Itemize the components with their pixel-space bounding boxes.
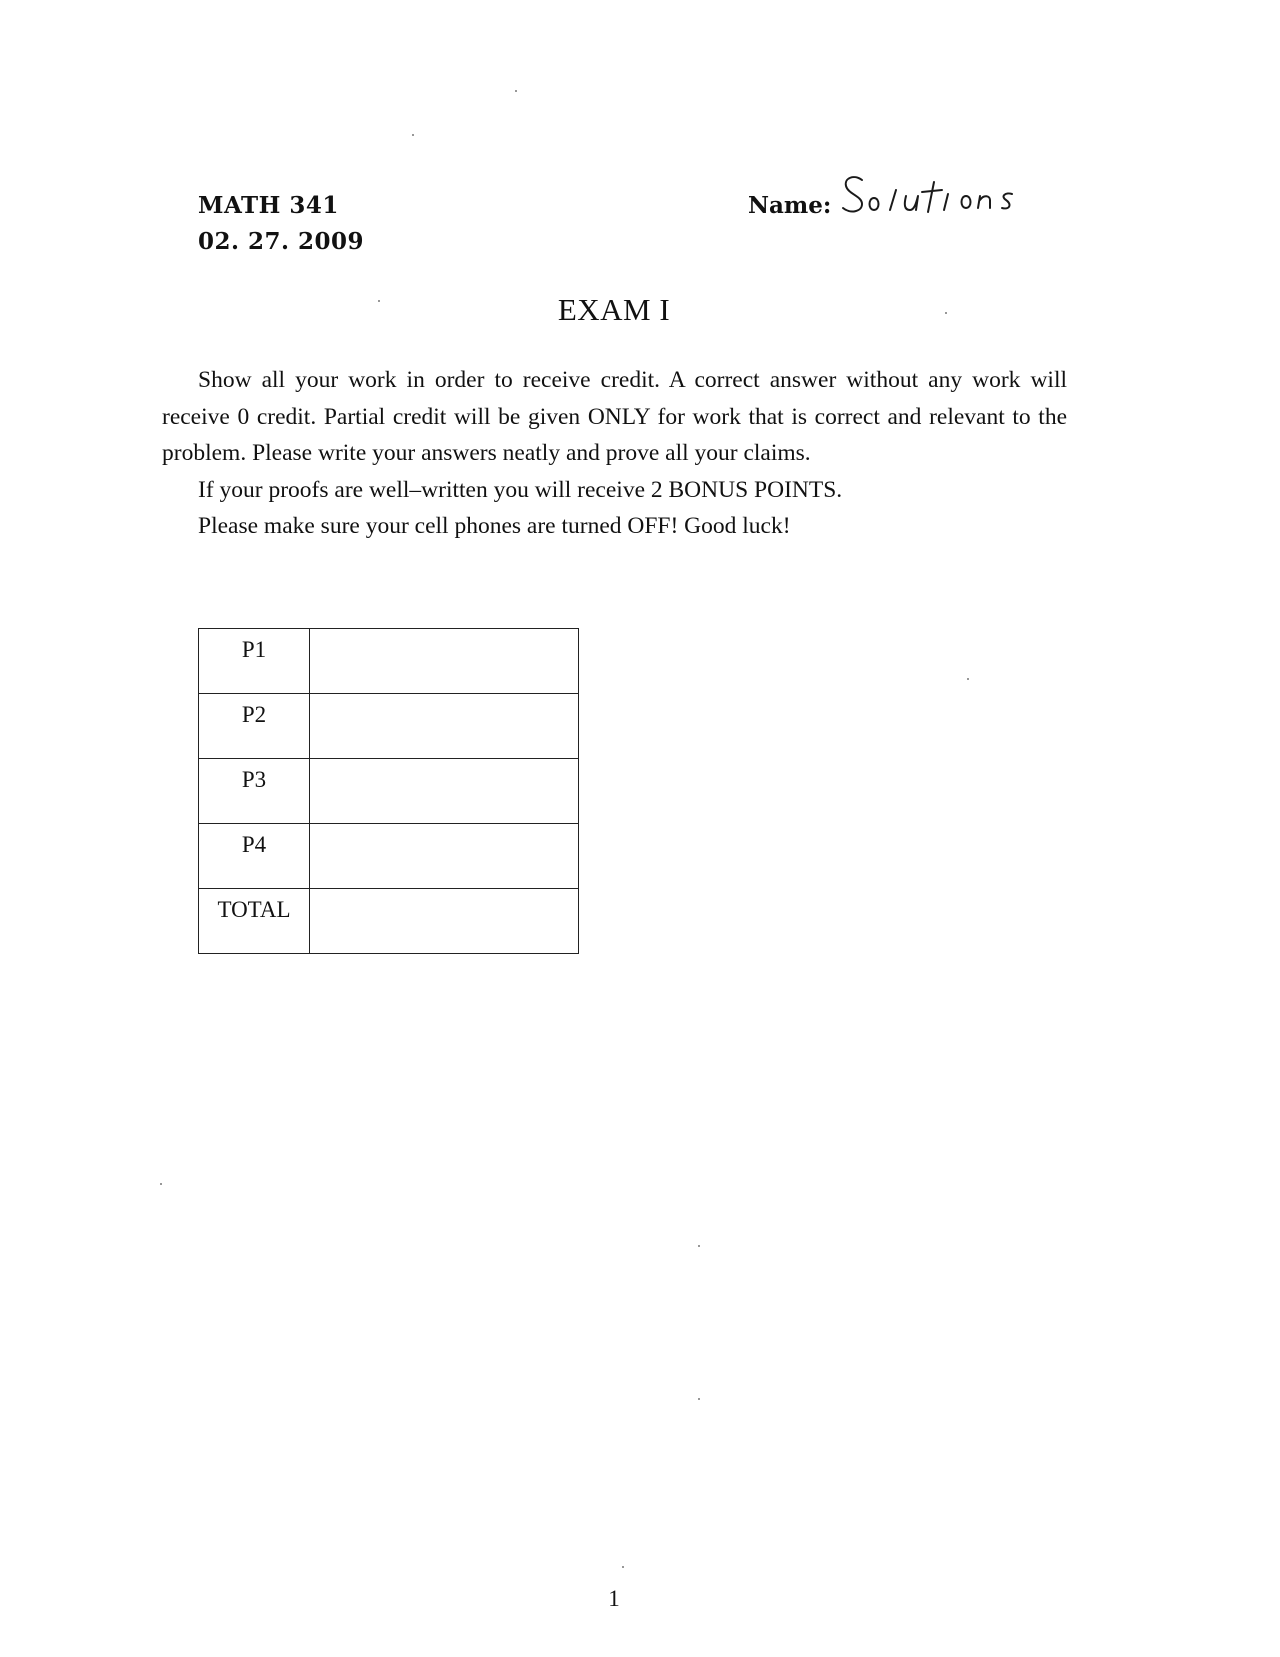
- scan-speck: [967, 678, 969, 680]
- problem-label: P2: [199, 694, 310, 759]
- score-row-p1: [199, 629, 579, 694]
- score-cell: [310, 694, 579, 759]
- total-label: TOTAL: [199, 889, 310, 954]
- instructions-paragraph-1: Show all your work in order to receive credit. A correct answer without any work will receive 0 credit. Partial credit will be given ONLY for work that is correct and relevant to the problem. Please write your answers neatly and prove all your claims.: [162, 367, 1067, 466]
- problem-label: P3: [199, 759, 310, 824]
- score-table: [198, 628, 579, 954]
- problem-label: P1: [199, 629, 310, 694]
- scan-speck: [698, 1398, 700, 1400]
- score-row-p4: [199, 824, 579, 889]
- exam-title: EXAM I: [557, 292, 671, 327]
- instructions-paragraph-3: Please make sure your cell phones are turned OFF! Good luck!: [198, 513, 791, 539]
- instructions-paragraph-2: If your proofs are well–written you will receive 2 BONUS POINTS.: [198, 476, 843, 503]
- course-code: MATH 341: [198, 192, 339, 219]
- course-header: [198, 188, 364, 260]
- handwritten-name-signature: [840, 170, 1040, 230]
- name-label: Name:: [748, 192, 832, 219]
- exam-date: 02. 27. 2009: [198, 228, 365, 255]
- scan-speck: [515, 90, 517, 92]
- scan-speck: [622, 1566, 624, 1568]
- scan-speck: [160, 1183, 162, 1185]
- name-field: [748, 170, 1108, 240]
- total-score-cell: [310, 889, 579, 954]
- score-cell: [310, 629, 579, 694]
- exam-instructions: [162, 362, 1067, 545]
- scan-speck: [412, 134, 414, 136]
- scan-speck: [378, 300, 380, 302]
- score-row-p2: [199, 694, 579, 759]
- score-row-p3: [199, 759, 579, 824]
- score-row-total: [199, 889, 579, 954]
- score-cell: [310, 824, 579, 889]
- problem-label: P4: [199, 824, 310, 889]
- page-number: 1: [608, 1586, 620, 1611]
- score-cell: [310, 759, 579, 824]
- scan-speck: [698, 1245, 700, 1247]
- scan-speck: [945, 312, 947, 314]
